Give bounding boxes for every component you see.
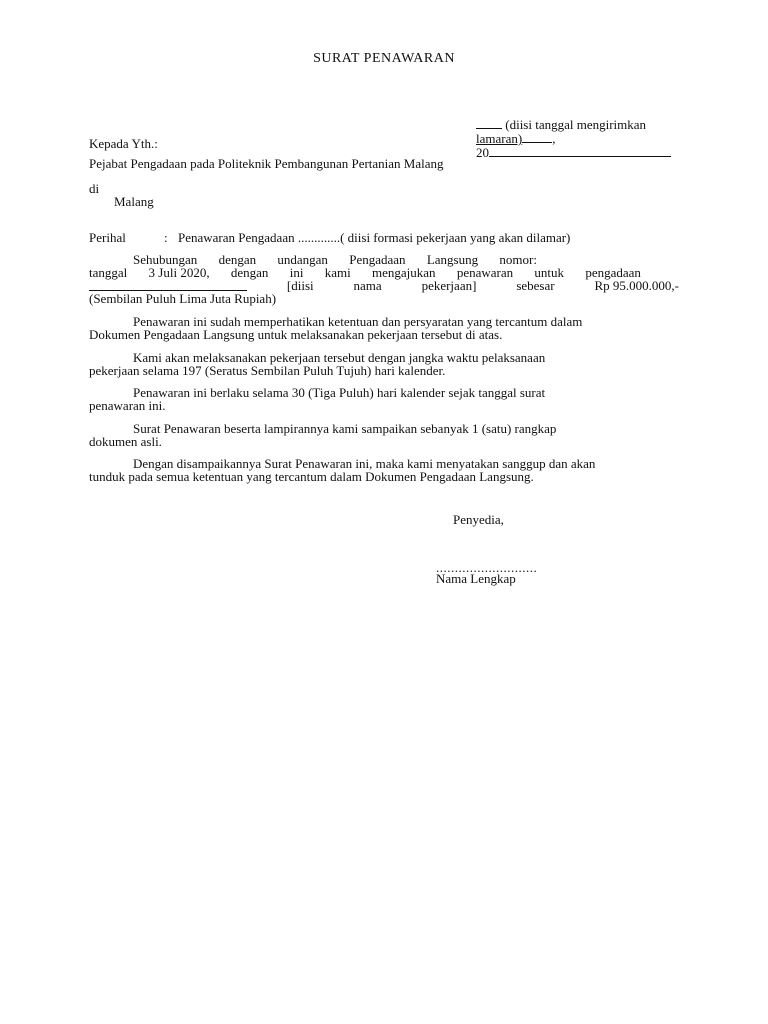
job-name-blank bbox=[89, 279, 247, 291]
p1-line-1-words: Sehubungan dengan undangan Pengadaan Langsung nomor: bbox=[133, 252, 537, 267]
p3-line-1: Kami akan melaksanakan pekerjaan tersebut dengan jangka waktu pelaksanaan bbox=[133, 350, 546, 365]
signature-penyedia: Penyedia, bbox=[453, 512, 504, 527]
p1-line-3: [diisi nama pekerjaan] sebesar Rp 95.000.000,- bbox=[89, 279, 679, 292]
p2-line-1: Penawaran ini sudah memperhatikan ketentuan dan persyaratan yang tercantum dalam bbox=[133, 314, 583, 329]
date-block bbox=[476, 117, 676, 159]
recipient-pejabat: Pejabat Pengadaan pada Politeknik Pembangunan Pertanian Malang bbox=[89, 156, 444, 171]
date-line-3: 20 bbox=[476, 145, 676, 159]
signature-name: Nama Lengkap bbox=[436, 571, 516, 586]
p6-line-1: Dengan disampaikannya Surat Penawaran ini, maka kami menyatakan sanggup dan akan bbox=[133, 456, 596, 471]
recipient-kepada: Kepada Yth.: bbox=[89, 136, 158, 151]
p1-line-2: tanggal 3 Juli 2020, dengan ini kami mengajukan penawaran untuk pengadaan bbox=[89, 265, 641, 280]
date-line-2: lamaran) , bbox=[476, 131, 556, 146]
recipient-kota: Malang bbox=[114, 194, 154, 209]
p5-line-1: Surat Penawaran beserta lampirannya kami sampaikan sebanyak 1 (satu) rangkap bbox=[133, 421, 557, 436]
p3-line-2: pekerjaan selama 197 (Seratus Sembilan Puluh Tujuh) hari kalender. bbox=[89, 363, 446, 378]
p4-line-2: penawaran ini. bbox=[89, 398, 166, 413]
perihal-text: Penawaran Pengadaan .............( diisi formasi pekerjaan yang akan dilamar) bbox=[178, 230, 571, 245]
signature-dots: ........................... bbox=[436, 560, 538, 575]
p1-line-4: (Sembilan Puluh Lima Juta Rupiah) bbox=[89, 291, 277, 306]
date-line-1: (diisi tanggal mengirimkan bbox=[476, 117, 676, 131]
p6-line-2: tunduk pada semua ketentuan yang tercantum dalam Dokumen Pengadaan Langsung. bbox=[89, 469, 534, 484]
p5-line-2: dokumen asli. bbox=[89, 434, 162, 449]
recipient-di: di bbox=[89, 181, 100, 196]
document-title: SURAT PENAWARAN bbox=[313, 51, 455, 66]
p2-line-2: Dokumen Pengadaan Langsung untuk melaksanakan pekerjaan tersebut di atas. bbox=[89, 327, 503, 342]
p4-line-1: Penawaran ini berlaku selama 30 (Tiga Puluh) hari kalender sejak tanggal surat bbox=[133, 385, 546, 400]
perihal-colon: : bbox=[164, 230, 168, 245]
perihal-label: Perihal bbox=[89, 230, 126, 245]
